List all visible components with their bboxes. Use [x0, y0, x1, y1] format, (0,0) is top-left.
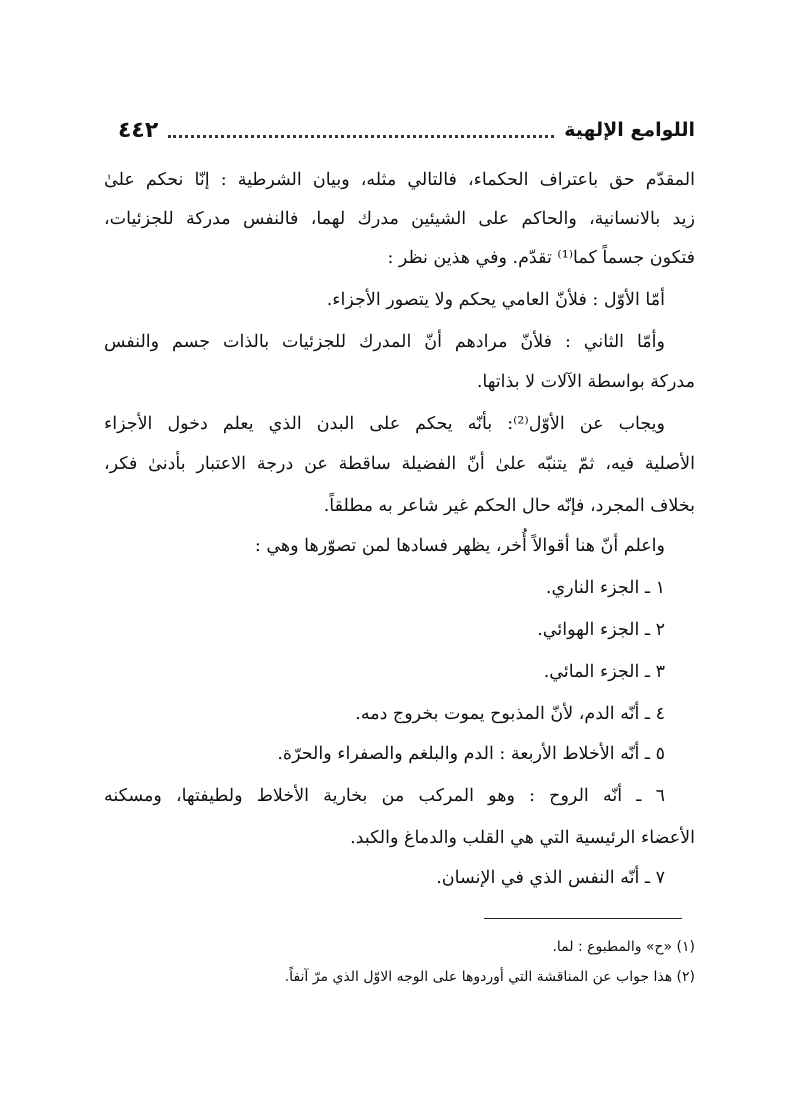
- text-line: الأصلية فيه، ثمّ يتنبّه علىٰ أنّ الفضيلة ساقطة عن درجة الاعتبار بأدنىٰ فكر،: [104, 454, 695, 474]
- list-item-continuation: الأعضاء الرئيسية التي هي القلب والدماغ والكبد.: [350, 828, 695, 848]
- text-line: زيد بالانسانية، والحاكم على الشيئين مدرك لهما، فالنفس مدركة للجزئيات،: [104, 209, 695, 229]
- footnote: (٢) هذا جواب عن المناقشة التي أوردوها على الوجه الاوّل الذي مرّ آنفاً.: [284, 969, 695, 985]
- text-line: وأمّا الثاني : فلأنّ مرادهم أنّ المدرك للجزئيات بالذات جسم والنفس: [104, 332, 665, 352]
- list-item: ٤ ـ أنّه الدم، لأنّ المذبوح يموت بخروج دمه.: [355, 704, 665, 724]
- footnote-separator: [484, 918, 682, 919]
- list-item: ٢ ـ الجزء الهوائي.: [537, 620, 665, 640]
- text-line: واعلم أنّ هنا أقوالاً أُخر، يظهر فسادها لمن تصوّرها وهي :: [254, 536, 665, 556]
- text-line: ويجاب عن الأوّل⁽²⁾: بأنّه يحكم على البدن الذي يعلم دخول الأجزاء: [104, 414, 665, 434]
- footnote: (١) «ح» والمطبوع : لما.: [552, 939, 695, 955]
- text-line: المقدّم حق باعتراف الحكماء، فالتالي مثله، وبيان الشرطية : إنّا نحكم علىٰ: [104, 170, 695, 190]
- running-title: اللوامع الإلهية: [564, 119, 695, 141]
- page-number: ٤٤٢: [118, 117, 159, 143]
- header-dot-leader: [168, 135, 554, 138]
- text-line: بخلاف المجرد، فإنّه حال الحكم غير شاعر به مطلقاً.: [323, 496, 695, 516]
- list-item: ٧ ـ أنّه النفس الذي في الإنسان.: [436, 868, 665, 888]
- page-header: [118, 112, 695, 148]
- list-item: ١ ـ الجزء الناري.: [545, 578, 665, 598]
- text-line: فتكون جسماً كما⁽¹⁾ تقدّم. وفي هذين نظر :: [387, 248, 695, 268]
- list-item: ٥ ـ أنّه الأخلاط الأربعة : الدم والبلغم والصفراء والحرّة.: [277, 744, 665, 764]
- list-item: ٣ ـ الجزء المائي.: [543, 662, 665, 682]
- list-item: ٦ ـ أنّه الروح : وهو المركب من بخارية الأخلاط ولطيفتها، ومسكنه: [104, 786, 665, 806]
- text-line: مدركة بواسطة الآلات لا بذاتها.: [476, 372, 695, 392]
- text-line: أمّا الأوّل : فلأنّ العامي يحكم ولا يتصور الأجزاء.: [326, 290, 665, 310]
